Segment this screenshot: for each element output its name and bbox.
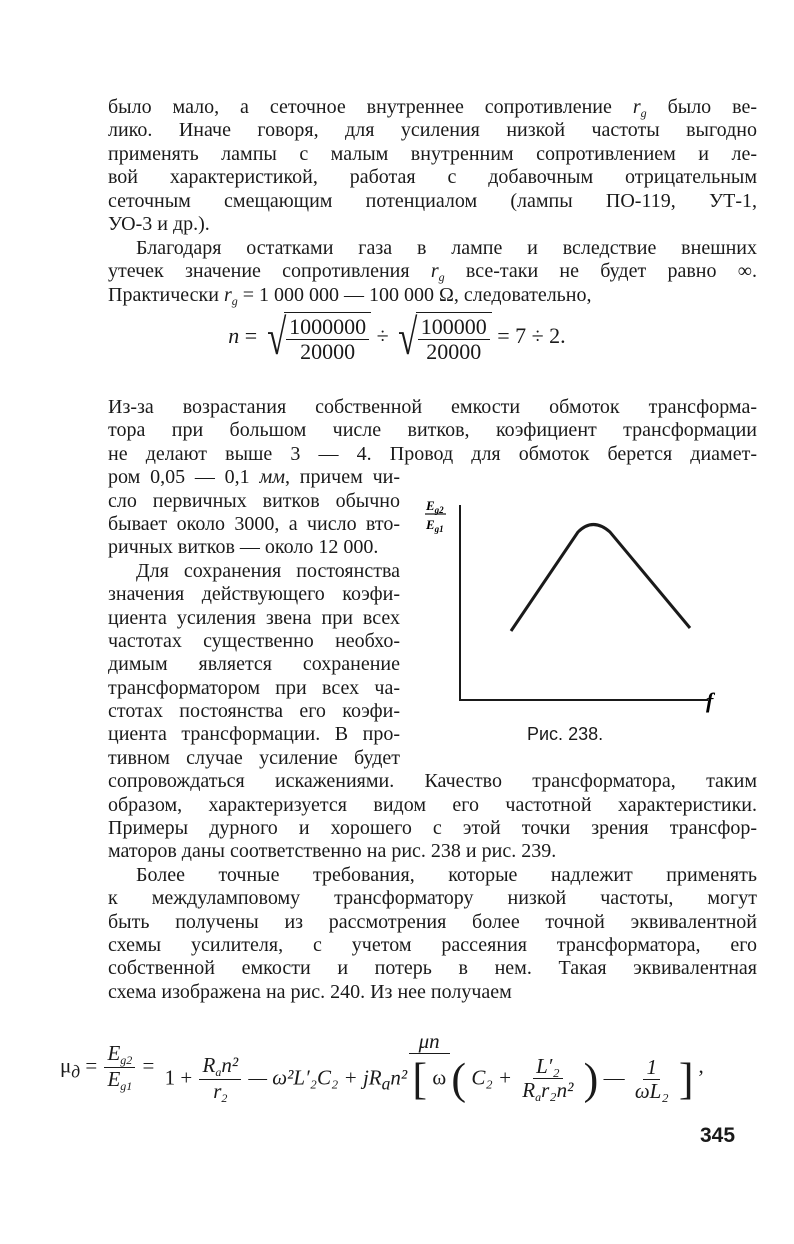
denominator: 20000	[300, 339, 356, 365]
term-inverse	[632, 1056, 672, 1103]
text-run: не делают выше 3 — 4. Провод для обмоток берется диамет-	[108, 442, 757, 465]
text-run: собственной емкости и потерь в нем. Такая эквивалентная	[108, 957, 757, 980]
text-run: было мало, а сеточное внутреннее сопротивление	[108, 96, 633, 118]
n2: n²	[390, 1065, 408, 1090]
text-run: лико. Иначе говоря, для усиления низкой частоты выгодно	[108, 119, 757, 142]
main-fraction	[162, 1030, 697, 1105]
page-number: 345	[700, 1124, 736, 1147]
r-sub: a	[535, 1090, 542, 1105]
c2: C₂ +	[471, 1065, 513, 1090]
text-run: вой характеристикой, работая с добавочным отрицательным	[108, 166, 757, 189]
one: 1	[643, 1056, 660, 1080]
text-run: Для сохранения постоянства	[136, 559, 400, 582]
r: r	[213, 1079, 222, 1104]
r-sub: a	[215, 1065, 222, 1080]
e-num-sub: g2	[120, 1053, 133, 1068]
text-run: сеточным смещающим потенциалом (лампы ПО-119, УТ-1,	[108, 189, 757, 212]
l2: L′₂	[533, 1055, 563, 1079]
r: R	[202, 1053, 216, 1078]
mu-sub: д	[71, 1061, 81, 1082]
paren-open: (	[451, 1054, 467, 1104]
text-run: Из-за возрастания собственной емкости обмоток трансформа-	[108, 396, 757, 418]
formula-result: = 7 ÷ 2.	[497, 323, 566, 349]
text-run: тивном случае усиление будет	[108, 746, 400, 769]
formula-lhs: n	[228, 323, 240, 349]
bracket-close: ]	[678, 1054, 694, 1104]
figure-caption: Рис. 238.	[527, 724, 604, 744]
square-root-1: √ $\frac{1000000}{20000}$	[263, 312, 371, 364]
square-root-2: √ $\frac{100000}{20000}$	[394, 312, 491, 364]
numerator: 100000	[418, 315, 490, 340]
text-run: частотах существенно необхо-	[108, 629, 400, 652]
denominator: 20000	[426, 339, 482, 365]
text-run: быть получены из рассмотрения более точной эквивалентной	[108, 910, 757, 933]
term-one: 1 +	[164, 1065, 193, 1090]
numerator: 1000000	[286, 315, 369, 340]
text-run: маторов даны соответственно на рис. 238 и рис. 239.	[108, 840, 557, 863]
x-label: f	[706, 688, 714, 713]
paren-close: )	[583, 1054, 599, 1104]
text-run: применять лампы с малым внутренним сопротивлением и ле-	[108, 142, 757, 165]
text-run: = 1 000 000 — 100 000 Ω, следовательно,	[237, 283, 592, 306]
text-run: бывает около 3000, а число вто-	[108, 512, 400, 535]
text-run: УО-3 и др.).	[108, 212, 210, 235]
text-run: схемы усилителя, с учетом рассеяния трансформатора, его	[108, 933, 757, 956]
r2n2: r₂n²	[541, 1078, 574, 1103]
variable-subscript: g	[231, 293, 238, 308]
n2: n²	[221, 1053, 239, 1078]
term-ra-rg	[199, 1054, 241, 1105]
math-variable: $r_g$	[430, 260, 445, 285]
e-num: E	[107, 1041, 121, 1066]
bracket-open: [	[412, 1054, 428, 1104]
text-run: Примеры дурного и хорошего с этой точки зрения трансфор-	[108, 817, 757, 840]
text-run: Практически	[108, 283, 224, 306]
r: R	[522, 1078, 536, 1103]
mu: μ	[60, 1053, 72, 1078]
omega: ω	[432, 1065, 447, 1090]
main-numerator: μn	[409, 1030, 450, 1054]
text-run: циента усиления звена при всех	[108, 606, 400, 629]
formula-gain	[60, 1030, 704, 1105]
math-variable: $r_g$	[632, 96, 647, 120]
equals-sign: =	[85, 1053, 98, 1078]
text-run: ром 0,05 — 0,1	[108, 466, 260, 489]
text-run: сло первичных витков обычно	[108, 489, 400, 512]
minus: —	[603, 1065, 625, 1090]
variable-subscript: g	[438, 270, 445, 285]
math-variable: мм	[259, 466, 285, 489]
text-run: димым является сохранение	[108, 653, 400, 676]
text-run: циента трансформации. В про-	[108, 723, 400, 746]
text-run: сопровождаться искажениями. Качество трансформатора, таким	[108, 770, 757, 793]
variable-subscript: g	[640, 106, 647, 120]
range-sign: ÷	[376, 323, 389, 349]
text-run: к междуламповому трансформатору низкой частоты, могут	[108, 887, 757, 910]
e-den: E	[107, 1067, 121, 1092]
text-run: было ве-	[646, 96, 757, 118]
text-run: значения действующего коэфи-	[108, 583, 400, 606]
ra-sub: a	[381, 1073, 391, 1094]
text-run: стотах постоянства его коэфи-	[108, 700, 400, 723]
text-run: все-таки не будет равно ∞.	[444, 260, 757, 283]
term-l2	[519, 1055, 576, 1104]
equals-sign: =	[244, 323, 258, 349]
text-run: тора при большом числе витков, коэфициент трансформации	[108, 419, 757, 442]
y-label-numerator: $E_{g2}$	[426, 498, 444, 515]
text-run: трансформатором при всех ча-	[108, 676, 400, 699]
text-run: схема изображена на рис. 240. Из нее получаем	[108, 980, 512, 1003]
main-denominator	[162, 1054, 697, 1105]
e-den-sub: g1	[120, 1079, 133, 1094]
text-run: образом, характеризуется видом его частотной характеристики.	[108, 793, 757, 816]
comma: ,	[698, 1053, 704, 1078]
math-variable: $r_g$	[223, 283, 238, 308]
y-label-denominator: $E_{g1}$	[426, 517, 444, 534]
text-run: , причем чи-	[284, 466, 400, 489]
r-sub: 2	[221, 1091, 228, 1106]
text-run: утечек значение сопротивления	[108, 260, 431, 283]
text-run: ричных витков — около 12 000.	[108, 536, 379, 559]
response-curve	[511, 525, 690, 632]
text-run: Благодаря остатками газа в лампе и вследствие внешних	[136, 237, 757, 259]
term-omega: — ω²L′₂C₂ + jR	[248, 1065, 382, 1090]
equals-sign: =	[142, 1053, 155, 1078]
omega-l2: ωL₂	[634, 1079, 669, 1104]
text-run: Более точные требования, которые надлежит применять	[136, 863, 757, 886]
voltage-ratio	[104, 1042, 135, 1093]
